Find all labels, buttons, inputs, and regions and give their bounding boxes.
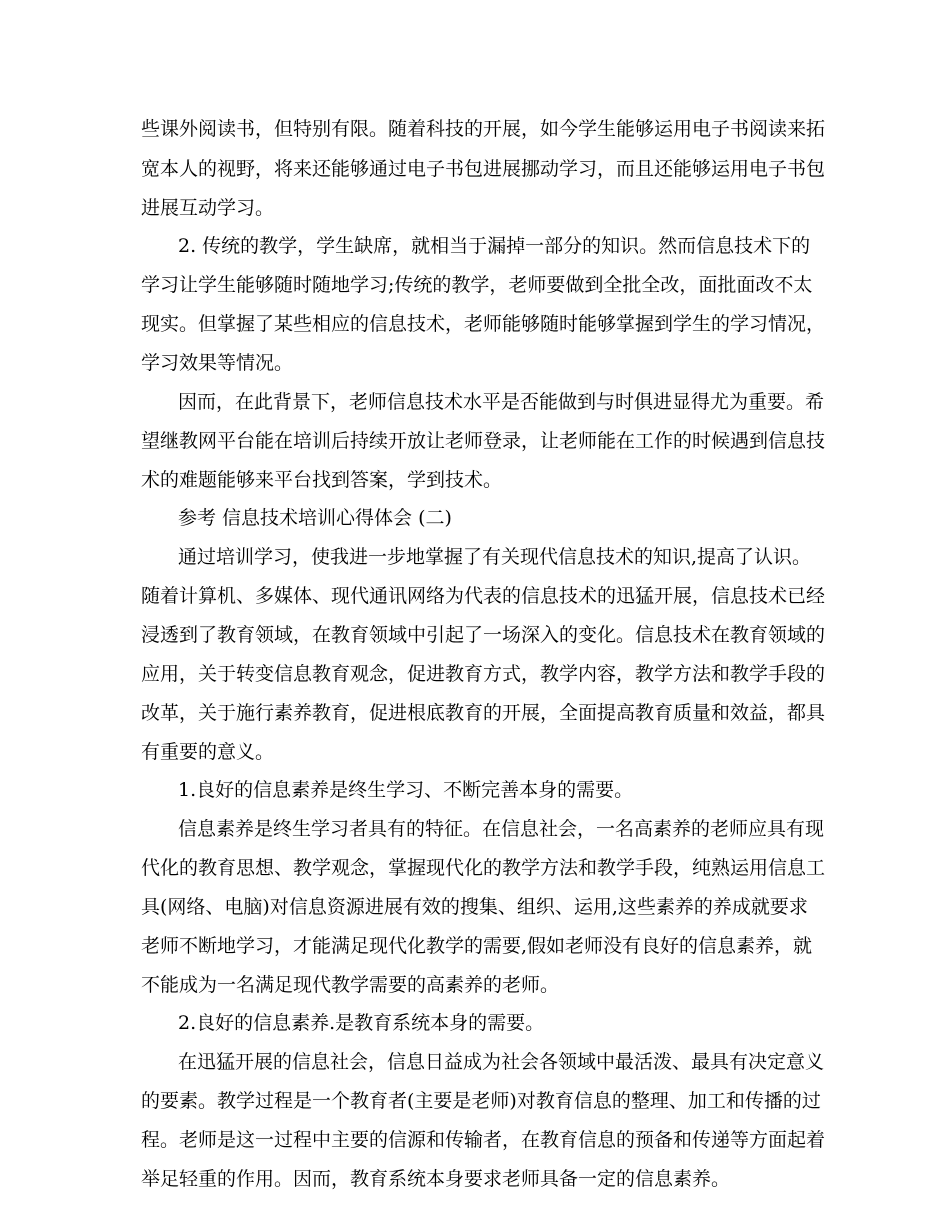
text-line: 举足轻重的作用。因而，教育系统本身要求老师具备一定的信息素养。 (141, 1168, 731, 1190)
text-line: 随着计算机、多媒体、现代通讯网络为代表的信息技术的迅猛开展，信息技术已经 (141, 585, 826, 607)
text-line: 改革，关于施行素养教育，促进根底教育的开展，全面提高教育质量和效益，都具 (141, 702, 826, 724)
text-line: 2.良好的信息素养.是教育系统本身的需要。 (178, 1012, 545, 1034)
text-line: 术的难题能够来平台找到答案，学到技术。 (141, 469, 503, 491)
text-line: 代化的教育思想、教学观念，掌握现代化的教学方法和教学手段，纯熟运用信息工 (141, 857, 826, 879)
text-line: 不能成为一名满足现代教学需要的高素养的老师。 (141, 974, 560, 996)
text-line: 学习效果等情况。 (141, 352, 294, 374)
text-line: 望继教网平台能在培训后持续开放让老师登录，让老师能在工作的时候遇到信息技 (141, 430, 826, 452)
text-line: 学习让学生能够随时随地学习;传统的教学，老师要做到全批全改，面批面改不太 (141, 274, 813, 296)
text-line: 因而，在此背景下，老师信息技术水平是否能做到与时俱进显得尤为重要。希 (178, 391, 825, 413)
text-line: 在迅猛开展的信息社会，信息日益成为社会各领域中最活泼、最具有决定意义 (178, 1051, 825, 1073)
text-line: 现实。但掌握了某些相应的信息技术，老师能够随时能够掌握到学生的学习情况， (141, 313, 826, 335)
text-line: 老师不断地学习，才能满足现代化教学的需要,假如老师没有良好的信息素养，就 (141, 935, 813, 957)
text-line: 些课外阅读书，但特别有限。随着科技的开展，如今学生能够运用电子书阅读来拓 (141, 118, 826, 140)
text-line: 浸透到了教育领域，在教育领域中引起了一场深入的变化。信息技术在教育领域的 (141, 624, 826, 646)
text-line: 通过培训学习，使我进一步地掌握了有关现代信息技术的知识,提高了认识。 (178, 546, 812, 568)
text-line: 1.良好的信息素养是终生学习、不断完善本身的需要。 (178, 779, 634, 801)
text-line: 进展互动学习。 (141, 197, 275, 219)
text-line: 宽本人的视野，将来还能够通过电子书包进展挪动学习，而且还能够运用电子书包 (141, 158, 826, 180)
text-line: 有重要的意义。 (141, 741, 275, 763)
text-line: 2. 传统的教学，学生缺席，就相当于漏掉一部分的知识。然而信息技术下的 (178, 235, 811, 257)
text-line: 程。老师是这一过程中主要的信源和传输者，在教育信息的预备和传递等方面起着 (141, 1129, 826, 1151)
text-line: 应用，关于转变信息教育观念，促进教育方式，教学内容，教学方法和教学手段的 (141, 663, 826, 685)
text-line: 信息素养是终生学习者具有的特征。在信息社会，一名高素养的老师应具有现 (178, 818, 825, 840)
text-line: 的要素。教学过程是一个教育者(主要是老师)对教育信息的整理、加工和传播的过 (141, 1090, 821, 1112)
text-line: 具(网络、电脑)对信息资源进展有效的搜集、组织、运用,这些素养的养成就要求 (141, 896, 808, 918)
section-heading: 参考 信息技术培训心得体会 (二) (178, 507, 452, 529)
